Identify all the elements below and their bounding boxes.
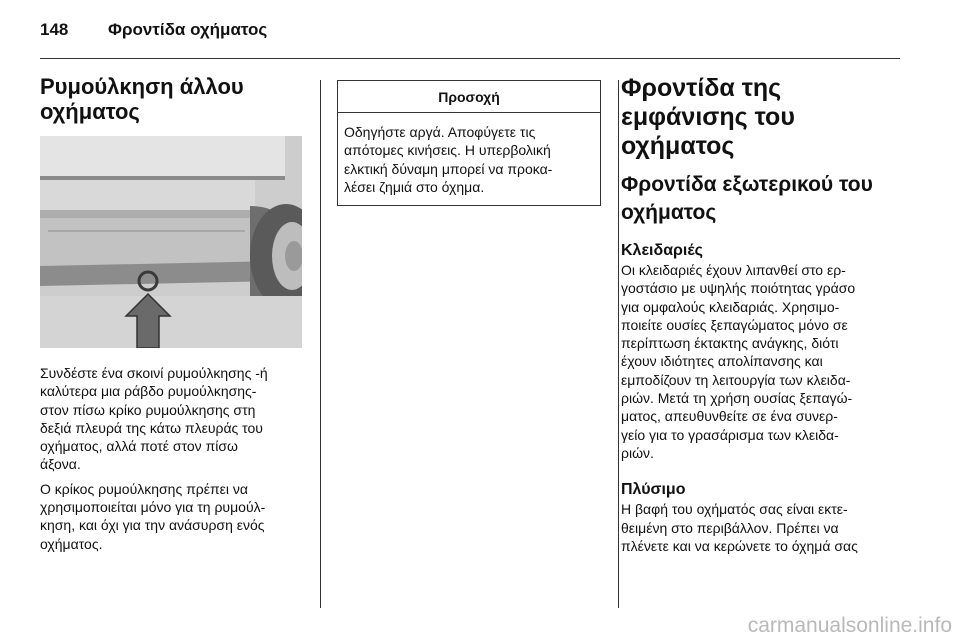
page-header xyxy=(40,18,900,48)
caution-title: Προσοχή xyxy=(338,81,600,113)
subsection-title-exterior-care: Φροντίδα εξωτερικού του οχήματος xyxy=(621,173,873,224)
right-column xyxy=(621,74,911,555)
locks-paragraph: Οι κλειδαριές έχουν λιπανθεί στο ερ- γοστάσιο με υψηλής ποιότητας γράσο για ομφαλούς κλειδαριάς. Χρησιμο- ποιείτε ουσίες ξεπαγώματος μόνο σε περίπτωση έκτακτης ανάγκης, διότι έχουν ιδιότητες απολίπανσης και εμποδίζουν τη λειτουργία των κλειδα- ριών. Μετά τη χρήση ουσίας ξεπαγώ- ματος, απευθυνθείτε σε ένα συνερ- γείο για το γρασάρισμα των κλειδα- ριών. xyxy=(621,262,856,461)
locks-heading: Κλειδαριές xyxy=(621,242,703,259)
column-divider-left xyxy=(320,80,321,608)
column-divider-right xyxy=(618,80,619,608)
towing-eye-figure xyxy=(40,136,302,348)
watermark: carmanualsonline.info xyxy=(747,614,952,637)
washing-heading: Πλύσιμο xyxy=(621,481,686,499)
middle-column xyxy=(337,74,601,206)
towing-paragraph-1: Συνδέστε ένα σκοινί ρυμούλκησης -ή καλύτερα μια ράβδο ρυμούλκησης- στον πίσω κρίκο ρυμούλκησης στη δεξιά πλευρά της κάτω πλευράς του οχήματος, αλλά ποτέ στον πίσω άξονα. xyxy=(40,365,268,473)
chapter-title-appearance-care: Φροντίδα της εμφάνισης του οχήματος xyxy=(621,74,795,160)
left-column xyxy=(40,74,304,553)
vehicle-rear-towing-eye-icon xyxy=(40,136,302,348)
page-number: 148 xyxy=(40,20,69,39)
caution-box xyxy=(337,80,601,206)
running-title: Φροντίδα οχήματος xyxy=(108,20,268,39)
header-rule xyxy=(40,58,900,59)
washing-paragraph: Η βαφή του οχήματός σας είναι εκτε- θειμένη στο περιβάλλον. Πρέπει να πλένετε και να κερώνετε το όχημά σας xyxy=(621,501,858,554)
caution-text: Οδηγήστε αργά. Αποφύγετε τις απότομες κινήσεις. Η υπερβολική ελκτική δύναμη μπορεί να προκα- λέσει ζημιά στο όχημα. xyxy=(344,124,553,195)
section-title-towing: Ρυμούλκηση άλλου οχήματος xyxy=(40,74,244,124)
towing-paragraph-2: Ο κρίκος ρυμούλκησης πρέπει να χρησιμοποιείται μόνο για τη ρυμούλ- κηση, και όχι για την ανάσυρση ενός οχήματος. xyxy=(40,480,266,552)
